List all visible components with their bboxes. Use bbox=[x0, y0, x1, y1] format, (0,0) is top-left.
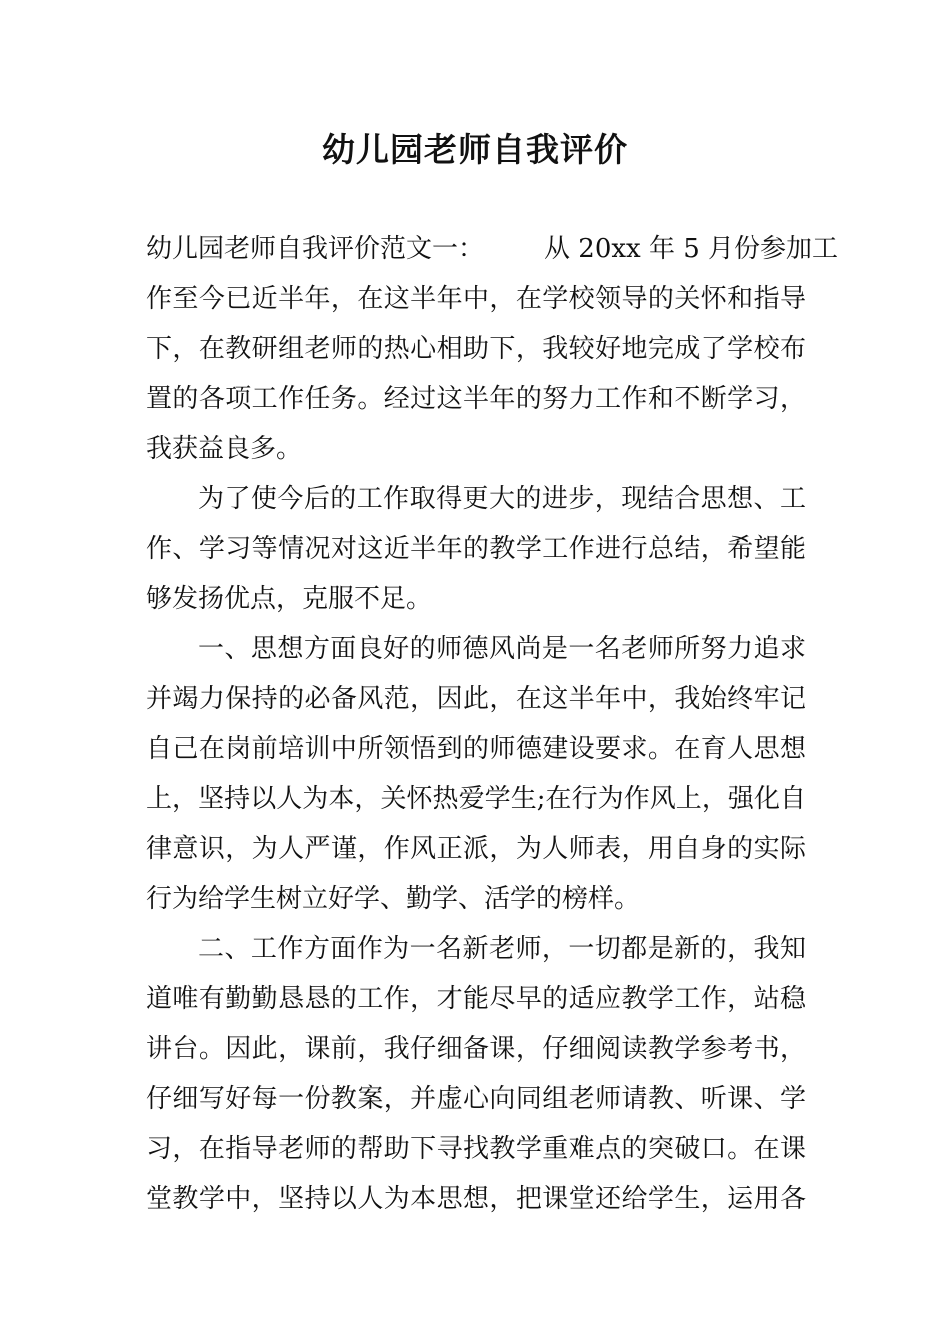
paragraph-line: 下，在教研组老师的热心相助下，我较好地完成了学校布 bbox=[146, 334, 806, 364]
paragraph-line: 自己在岗前培训中所领悟到的师德建设要求。在育人思想 bbox=[146, 734, 806, 764]
paragraph-line: 习，在指导老师的帮助下寻找教学重难点的突破口。在课 bbox=[146, 1134, 806, 1164]
paragraph-line: 够发扬优点，克服不足。 bbox=[146, 584, 433, 614]
paragraph-line: 行为给学生树立好学、勤学、活学的榜样。 bbox=[146, 884, 641, 914]
paragraph-line: 置的各项工作任务。经过这半年的努力工作和不断学习， bbox=[146, 384, 806, 414]
paragraph-4 bbox=[146, 924, 806, 1224]
paragraph-heading-text: 幼儿园老师自我评价范文一： bbox=[146, 234, 485, 264]
paragraph-line: 二、工作方面作为一名新老师，一切都是新的，我知 bbox=[198, 934, 806, 964]
paragraph-line: 道唯有勤勤恳恳的工作，才能尽早的适应教学工作，站稳 bbox=[146, 984, 806, 1014]
paragraph-1 bbox=[146, 224, 839, 474]
paragraph-line: 为了使今后的工作取得更大的进步，现结合思想、工 bbox=[198, 484, 806, 514]
paragraph-line bbox=[146, 224, 839, 274]
paragraph-line: 作、学习等情况对这近半年的教学工作进行总结，希望能 bbox=[146, 534, 806, 564]
paragraph-line: 上，坚持以人为本，关怀热爱学生;在行为作风上，强化自 bbox=[146, 784, 806, 814]
paragraph-3 bbox=[146, 624, 806, 924]
document-body bbox=[146, 224, 839, 1224]
paragraph-line: 仔细写好每一份教案，并虚心向同组老师请教、听课、学 bbox=[146, 1084, 806, 1114]
paragraph-line: 并竭力保持的必备风范，因此，在这半年中，我始终牢记 bbox=[146, 684, 806, 714]
paragraph-line: 讲台。因此，课前，我仔细备课，仔细阅读教学参考书， bbox=[146, 1034, 806, 1064]
document-title: 幼儿园老师自我评价 bbox=[322, 130, 628, 169]
paragraph-line: 一、思想方面良好的师德风尚是一名老师所努力追求 bbox=[198, 634, 806, 664]
paragraph-line: 堂教学中，坚持以人为本思想，把课堂还给学生，运用各 bbox=[146, 1184, 806, 1214]
paragraph-line: 作至今已近半年，在这半年中，在学校领导的关怀和指导 bbox=[146, 284, 806, 314]
paragraph-2 bbox=[146, 474, 806, 624]
paragraph-line: 我获益良多。 bbox=[146, 434, 303, 464]
paragraph-lead-text: 从 20xx 年 5 月份参加工 bbox=[544, 234, 839, 264]
paragraph-line: 律意识，为人严谨，作风正派，为人师表，用自身的实际 bbox=[146, 834, 806, 864]
